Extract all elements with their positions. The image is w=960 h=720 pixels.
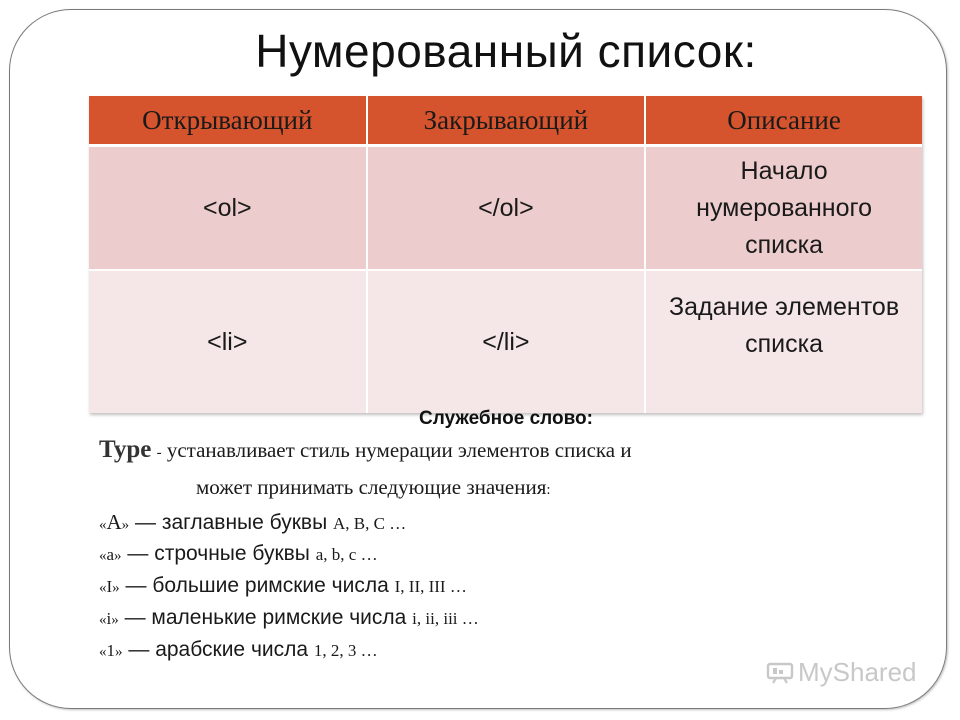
open-quote: « bbox=[99, 644, 107, 660]
table-row bbox=[89, 146, 922, 271]
type-value: A bbox=[106, 510, 122, 534]
attribute-dash: - bbox=[156, 445, 162, 461]
em-dash: — bbox=[127, 542, 149, 565]
list-item bbox=[99, 510, 406, 535]
type-value: a bbox=[106, 545, 115, 564]
header-description: Описание bbox=[645, 96, 922, 146]
description-line: Задание элементов bbox=[669, 293, 900, 321]
value-examples: I, II, III … bbox=[394, 577, 467, 596]
description-cell bbox=[645, 146, 922, 271]
type-value: 1 bbox=[106, 641, 115, 660]
value-examples: 1, 2, 3 … bbox=[313, 641, 378, 660]
attribute-description: устанавливает стиль нумерации элементов списка и bbox=[166, 438, 632, 462]
attribute-line bbox=[99, 436, 632, 464]
description-line: списка bbox=[745, 230, 824, 259]
description-cell bbox=[645, 270, 922, 413]
description-line: нумерованного bbox=[696, 193, 872, 222]
table-header-row bbox=[89, 96, 922, 146]
em-dash: — bbox=[124, 606, 146, 629]
slide-title: Нумерованный список: bbox=[255, 25, 757, 77]
table-row bbox=[89, 270, 922, 413]
opening-tag-cell: <ol> bbox=[89, 146, 367, 271]
close-quote: » bbox=[111, 612, 119, 628]
em-dash: — bbox=[128, 638, 150, 661]
tags-table bbox=[89, 96, 922, 413]
value-description: маленькие римские числа bbox=[151, 606, 407, 629]
em-dash: — bbox=[135, 511, 157, 534]
opening-tag-cell: <li> bbox=[89, 270, 367, 413]
value-description: арабские числа bbox=[155, 638, 309, 661]
list-item bbox=[99, 606, 479, 630]
open-quote: « bbox=[99, 548, 107, 564]
colon: : bbox=[546, 482, 551, 498]
close-quote: » bbox=[114, 548, 122, 564]
header-closing: Закрывающий bbox=[367, 96, 646, 146]
value-examples: A, B, C … bbox=[333, 514, 407, 533]
watermark bbox=[766, 657, 917, 688]
value-description: заглавные буквы bbox=[161, 511, 328, 534]
open-quote: « bbox=[99, 612, 107, 628]
open-quote: « bbox=[99, 517, 107, 533]
attribute-name: Type bbox=[99, 436, 152, 463]
attribute-description-continued bbox=[196, 475, 551, 500]
watermark-text: MyShared bbox=[798, 657, 917, 687]
value-examples: i, ii, iii … bbox=[412, 609, 479, 628]
type-value: I bbox=[106, 577, 113, 596]
close-quote: » bbox=[121, 517, 130, 533]
description-text: может принимать следующие значения bbox=[196, 475, 547, 499]
description-line: списка bbox=[745, 330, 824, 358]
value-description: большие римские числа bbox=[152, 574, 389, 597]
list-item bbox=[99, 638, 378, 662]
em-dash: — bbox=[125, 574, 147, 597]
close-quote: » bbox=[115, 644, 123, 660]
header-opening: Открывающий bbox=[89, 96, 367, 146]
value-examples: a, b, c … bbox=[315, 545, 378, 564]
keyword-heading: Служебное слово: bbox=[419, 408, 593, 429]
type-value: i bbox=[106, 609, 112, 628]
description-line: Начало bbox=[740, 156, 828, 185]
close-quote: » bbox=[112, 580, 120, 596]
value-description: строчные буквы bbox=[154, 542, 310, 565]
closing-tag-cell: </li> bbox=[367, 270, 646, 413]
open-quote: « bbox=[99, 580, 107, 596]
closing-tag-cell: </ol> bbox=[367, 146, 646, 271]
list-item bbox=[99, 574, 467, 598]
list-item bbox=[99, 542, 378, 566]
presentation-board-icon bbox=[766, 662, 794, 684]
